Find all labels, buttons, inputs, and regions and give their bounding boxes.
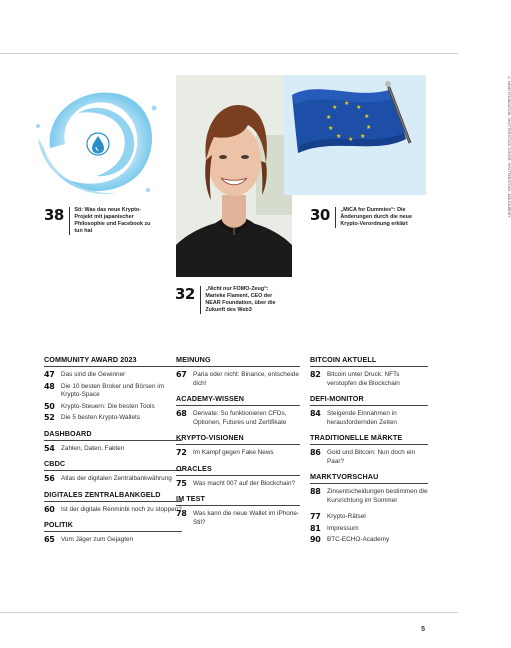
section-heading: COMMUNITY AWARD 2023: [44, 355, 182, 367]
toc-page-number: 77: [310, 512, 321, 521]
svg-text:★: ★: [344, 100, 350, 107]
svg-text:★: ★: [332, 104, 338, 111]
divider: [69, 207, 71, 235]
feature-32[interactable]: [175, 286, 300, 314]
toc-entry[interactable]: [310, 513, 428, 522]
toc-entry-title: Impressum: [327, 524, 359, 532]
water-swirl-image: [30, 78, 165, 203]
toc-entry[interactable]: [310, 449, 428, 466]
toc-page-number: 81: [310, 523, 321, 533]
toc-entry-title: Atlas der digitalen Zentralbankwährung: [61, 475, 172, 482]
toc-column-left: [44, 355, 182, 548]
section-heading: ACADEMY-WISSEN: [176, 394, 300, 406]
section-heading: ORACLES: [176, 464, 300, 476]
toc-entry[interactable]: [44, 445, 182, 454]
svg-text:★: ★: [348, 136, 354, 143]
toc-page-number: 47: [44, 370, 55, 379]
toc-entry-title: Die 5 besten Krypto-Wallets: [61, 414, 140, 421]
toc-page-number: 67: [176, 370, 187, 379]
toc-entry-title: Das sind die Gewinner: [61, 371, 126, 378]
toc-entry[interactable]: [176, 480, 300, 489]
toc-entry[interactable]: [310, 410, 428, 427]
toc-entry-title: Krypto-Rätsel: [327, 513, 366, 520]
toc-entry-title: Was kann die neue Wallet im iPhone-Stil?: [193, 510, 300, 526]
toc-page-number: 48: [44, 381, 55, 391]
toc-entry[interactable]: [176, 510, 300, 527]
toc-page-number: 82: [310, 370, 321, 379]
toc-page-number: 54: [44, 443, 55, 453]
bottom-rule: [0, 612, 458, 613]
svg-text:★: ★: [336, 133, 342, 140]
toc-page-number: 65: [44, 535, 55, 544]
feature-teaser: Sti: Was das neue Krypto-Projekt mit japanischer Philosophie und Facebook zu tun hat: [74, 207, 151, 234]
toc-entry[interactable]: [44, 403, 182, 412]
toc-entry[interactable]: [310, 488, 428, 505]
toc-entry[interactable]: [44, 536, 182, 545]
section-heading: POLITIK: [44, 520, 182, 532]
divider: [200, 286, 202, 314]
top-rule: [0, 53, 458, 54]
toc-entry-title: Gold und Bitcoin: Nun doch ein Paar?: [327, 449, 416, 465]
toc-page-number: 84: [310, 409, 321, 418]
feature-page-number: 30: [310, 206, 330, 224]
toc-entry-title: Was macht 007 auf der Blockchain?: [193, 479, 296, 487]
toc-page-number: 56: [44, 474, 55, 483]
section-heading: KRYPTO-VISIONEN: [176, 433, 300, 445]
toc-column-middle: [176, 355, 300, 530]
toc-entry-title: Steigende Einnahmen in herausfordernden Zeiten: [327, 410, 397, 426]
section-heading: MARKTVORSCHAU: [310, 472, 428, 484]
toc-entry[interactable]: [44, 506, 182, 515]
section-heading: CBDC: [44, 459, 182, 471]
toc-entry[interactable]: [44, 475, 182, 484]
svg-text:★: ★: [326, 114, 332, 121]
toc-entry[interactable]: [176, 449, 300, 458]
svg-text:★: ★: [356, 104, 362, 111]
toc-page-number: 88: [310, 487, 321, 496]
toc-entry-title: Derivate: So funktionieren CFDs, Optionen, Futures und Zertifikate: [193, 410, 287, 426]
toc-entry-title: Paria oder nicht: Binance, entscheide dich!: [193, 371, 299, 387]
toc-entry[interactable]: [310, 536, 428, 545]
section-heading: BITCOIN AKTUELL: [310, 355, 428, 367]
feature-38[interactable]: [44, 207, 169, 235]
svg-text:★: ★: [366, 124, 372, 131]
section-heading: IM TEST: [176, 494, 300, 506]
svg-text:★: ★: [360, 133, 366, 140]
section-heading: TRADITIONELLE MÄRKTE: [310, 433, 428, 445]
toc-entry-title: Die 10 besten Broker und Börsen im Krypto-Space: [61, 382, 165, 398]
eu-flag-photo: [284, 75, 426, 195]
toc-entry[interactable]: [44, 371, 182, 380]
section-heading: MEINUNG: [176, 355, 300, 367]
toc-entry[interactable]: [176, 371, 300, 388]
toc-page-number: 75: [176, 478, 187, 488]
toc-page-number: 60: [44, 504, 55, 514]
toc-entry-title: Bitcoin unter Druck: NFTs verstopfen die Blockchain: [327, 371, 400, 387]
section-heading: DASHBOARD: [44, 429, 182, 441]
section-heading: DEFI-MONITOR: [310, 394, 428, 406]
photo-credit: © NEAR FOUNDATION, SHUTTERSTOCK COVER: SHUTTERSTOCK, MIDJOURNEY: [507, 76, 511, 218]
toc-column-right: [310, 355, 428, 548]
toc-entry[interactable]: [310, 371, 428, 388]
toc-entry-title: Vom Jäger zum Gejagten: [61, 536, 134, 543]
toc-page-number: 50: [44, 401, 55, 411]
svg-text:★: ★: [328, 125, 334, 132]
toc-entry-title: Zahlen, Daten, Fakten: [61, 444, 125, 452]
toc-entry-title: BTC-ECHO-Academy: [327, 536, 390, 543]
feature-30[interactable]: [310, 207, 435, 228]
svg-text:★: ★: [364, 113, 370, 120]
feature-page-number: 32: [175, 285, 195, 303]
toc-page-number: 86: [310, 448, 321, 457]
toc-entry-title: Zinsentscheidungen bestimmen die Kursrichtung im Sommer: [327, 488, 428, 504]
toc-entry-title: Im Kampf gegen Fake News: [193, 449, 274, 456]
divider: [335, 207, 337, 228]
toc-entry[interactable]: [310, 525, 428, 534]
toc-entry-title: Krypto-Steuern: Die besten Tools: [61, 402, 155, 410]
portrait-photo: [176, 75, 292, 277]
section-heading: DIGITALES ZENTRALBANKGELD: [44, 490, 182, 502]
toc-page-number: 90: [310, 535, 321, 544]
feature-page-number: 38: [44, 206, 64, 224]
toc-entry[interactable]: [176, 410, 300, 427]
toc-page-number: 78: [176, 509, 187, 518]
toc-page-number: 72: [176, 448, 187, 457]
toc-page-number: 52: [44, 413, 55, 422]
feature-teaser: „Nicht nur FOMO-Zeug“: Marieke Flament, CEO der NEAR Foundation, über die Zukunft des Web3: [205, 286, 276, 313]
toc-entry[interactable]: [44, 414, 182, 423]
toc-entry-title: Ist der digitale Renminbi noch zu stoppen?: [61, 505, 182, 513]
page-number: 5: [421, 626, 425, 633]
feature-teaser: „MiCA for Dummies“: Die Änderungen durch die neue Krypto-Verordnung erklärt: [340, 207, 412, 227]
toc-entry[interactable]: [44, 383, 182, 400]
toc-page-number: 68: [176, 409, 187, 418]
